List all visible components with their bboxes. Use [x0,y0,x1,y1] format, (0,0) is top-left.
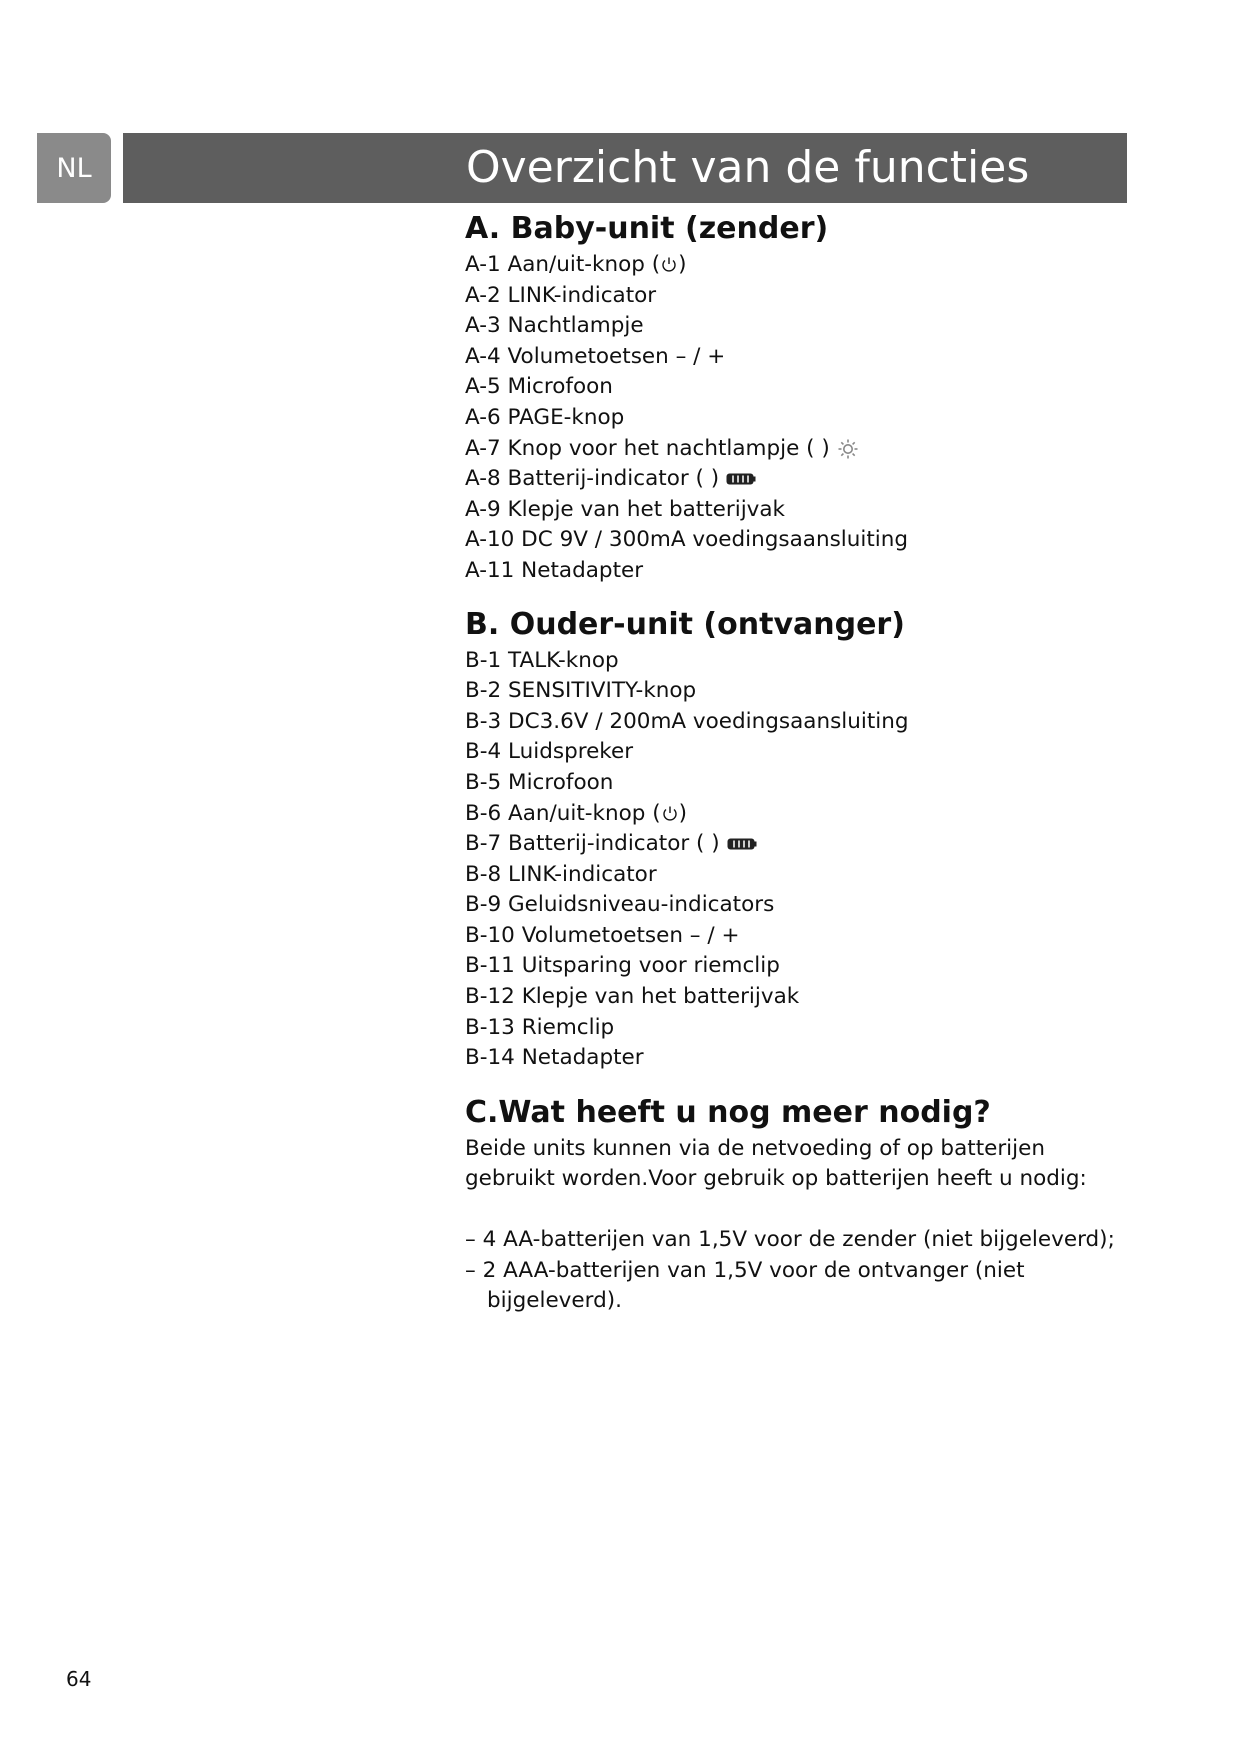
page-number: 64 [66,1667,92,1691]
list-item: B-2 SENSITIVITY-knop [465,678,697,704]
power-icon [660,256,678,274]
section-a-list [465,250,1145,587]
list-item: A-9 Klepje van het batterijvak [465,496,786,522]
language-tab [37,133,111,203]
battery-requirements-list [465,1225,1145,1317]
section-c-paragraph: Beide units kunnen via de netvoeding of op batterijen gebruikt worden.Voor gebruik op batterijen heeft u nodig: [465,1135,1087,1192]
item-text: A-8 Batterij-indicator ( ) [465,466,720,492]
power-icon [661,805,679,823]
list-item: B-14 Netadapter [465,1045,644,1071]
list-item: – 2 AAA-batterijen van 1,5V voor de ontvanger (niet bijgeleverd). [465,1257,1025,1314]
title-bar [123,133,1127,203]
list-item: A-4 Volumetoetsen – / + [465,343,726,369]
list-item: B-9 Geluidsniveau-indicators [465,892,775,918]
list-item: – 4 AA-batterijen van 1,5V voor de zender (niet bijgeleverd); [465,1227,1115,1253]
item-text: B-7 Batterij-indicator ( ) [465,831,720,857]
list-item: A-11 Netadapter [465,557,644,583]
section-requirements [465,1092,1145,1317]
language-tab-label: NL [56,152,92,184]
list-item [465,829,1145,860]
list-item: B-12 Klepje van het batterijvak [465,984,800,1010]
section-b-list [465,646,1145,1074]
list-item: A-2 LINK-indicator [465,282,657,308]
item-text: B-6 Aan/uit-knop ( [465,800,661,826]
list-item [465,799,1145,830]
list-item: B-3 DC3.6V / 200mA voedingsaansluiting [465,708,909,734]
section-parent-unit [465,604,1145,1074]
content [465,208,1145,1317]
item-text: A-1 Aan/uit-knop ( [465,252,661,277]
section-c-heading: C.Wat heeft u nog meer nodig? [465,1094,991,1130]
nightlight-icon [837,438,859,460]
list-item: A-10 DC 9V / 300mA voedingsaansluiting [465,527,909,553]
list-item: A-6 PAGE-knop [465,404,625,430]
battery-icon [727,837,757,851]
section-b-heading: B. Ouder-unit (ontvanger) [465,606,905,642]
list-item: B-4 Luidspreker [465,739,634,765]
list-item: B-13 Riemclip [465,1014,615,1040]
list-item [465,250,1145,281]
list-item: B-10 Volumetoetsen – / + [465,922,740,948]
page-title: Overzicht van de functies [466,142,1030,193]
item-text: A-7 Knop voor het nachtlampje ( ) [465,435,830,461]
list-item: B-1 TALK-knop [465,647,619,673]
battery-icon [726,472,756,486]
item-suffix: ) [678,800,688,826]
section-a-heading: A. Baby-unit (zender) [465,211,829,246]
list-item: A-5 Microfoon [465,374,613,400]
list-item: A-3 Nachtlampje [465,313,644,339]
list-item: B-5 Microfoon [465,769,614,795]
list-item: B-11 Uitsparing voor riemclip [465,953,780,979]
list-item: B-8 LINK-indicator [465,861,657,887]
list-item [465,434,1145,465]
section-baby-unit [465,208,1145,587]
item-suffix: ) [678,252,687,277]
list-item [465,464,1145,495]
